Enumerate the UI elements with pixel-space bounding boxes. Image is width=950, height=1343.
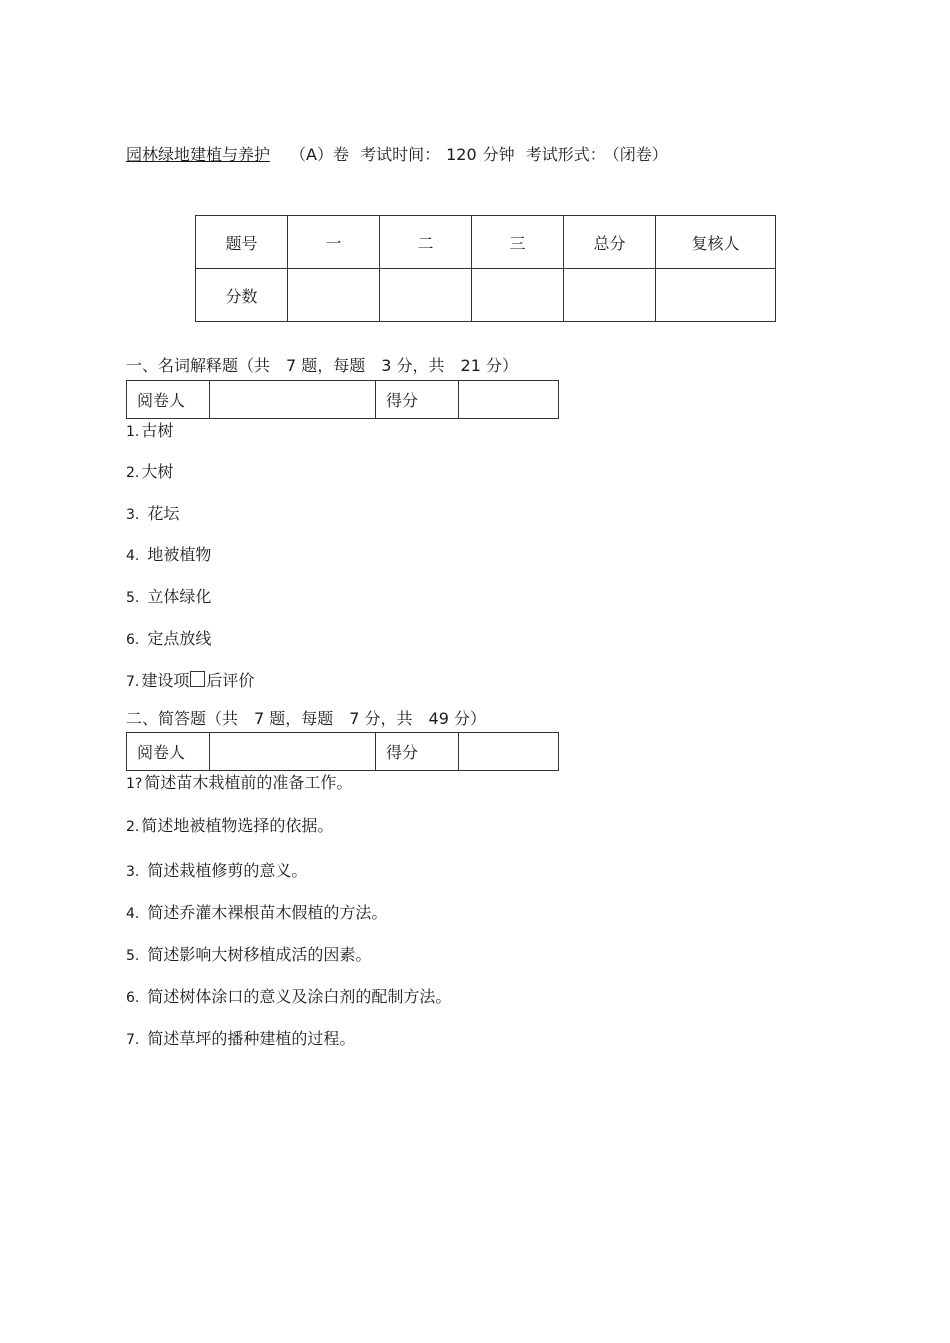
score-input-total[interactable]: [564, 269, 656, 322]
section1-score-label: 得分: [376, 381, 459, 419]
section2-item-2: 2. 简述地被植物选择的依据。: [126, 816, 334, 835]
section2-item-5: 5. 简述影响大树移植成活的因素。: [126, 945, 372, 964]
section2-item-7: 7. 简述草坪的播种建植的过程。: [126, 1029, 356, 1048]
score-table-score-row: [196, 269, 776, 322]
section1-title: 一、名词解释题（共 7 题，每题 3 分，共 21 分）: [126, 356, 518, 375]
section1-grader-label: 阅卷人: [127, 381, 210, 419]
section2-grader-label: 阅卷人: [127, 733, 210, 771]
section1-item-7: 7. 建设项 后评价: [126, 671, 255, 690]
section2-score-label: 得分: [376, 733, 459, 771]
section2-grader-table: [126, 732, 559, 771]
section2-title: 二、简答题（共 7 题，每题 7 分，共 49 分）: [126, 709, 486, 728]
section2-item-6: 6. 简述树体涂口的意义及涂白剂的配制方法。: [126, 987, 452, 1006]
score-input-reviewer[interactable]: [656, 269, 776, 322]
score-input-1[interactable]: [288, 269, 380, 322]
missing-glyph-box: [190, 671, 205, 687]
section1-item-2: 2. 大树: [126, 462, 174, 481]
section1-item-3: 3. 花坛: [126, 504, 180, 523]
section1-item-6: 6. 定点放线: [126, 629, 212, 648]
exam-time-value: 120: [446, 145, 477, 164]
section2-score-input[interactable]: [459, 733, 559, 771]
section2-item-1: 1? 简述苗木栽植前的准备工作。: [126, 773, 353, 792]
section2-item-4: 4. 简述乔灌木裸根苗木假植的方法。: [126, 903, 388, 922]
section2-item-3: 3. 简述栽植修剪的意义。: [126, 861, 308, 880]
score-cell-reviewer: 复核人: [656, 216, 776, 269]
section1-item-4: 4. 地被植物: [126, 545, 212, 564]
score-cell-part-1: 一: [288, 216, 380, 269]
section1-item-1: 1. 古树: [126, 421, 174, 440]
section1-grader-input[interactable]: [210, 381, 376, 419]
course-title: 园林绿地建植与养护: [126, 145, 271, 164]
exam-form-value: （闭卷）: [611, 145, 668, 164]
paper-version: （A）卷: [290, 145, 349, 164]
exam-header: [126, 144, 674, 166]
score-table: [195, 215, 776, 322]
exam-form-label: 考试形式：: [525, 145, 606, 164]
section1-score-input[interactable]: [459, 381, 559, 419]
section2-grader-input[interactable]: [210, 733, 376, 771]
section1-item-5: 5. 立体绿化: [126, 587, 212, 606]
score-cell-part-2: 二: [380, 216, 472, 269]
score-input-2[interactable]: [380, 269, 472, 322]
section1-grader-table: [126, 380, 559, 419]
score-cell-part-3: 三: [472, 216, 564, 269]
exam-time-unit: 分钟: [482, 145, 515, 164]
score-table-header-row: [196, 216, 776, 269]
score-input-3[interactable]: [472, 269, 564, 322]
score-cell-question-no: 题号: [196, 216, 288, 269]
score-cell-score-label: 分数: [196, 269, 288, 322]
exam-time-label: 考试时间：: [360, 145, 441, 164]
score-cell-total: 总分: [564, 216, 656, 269]
